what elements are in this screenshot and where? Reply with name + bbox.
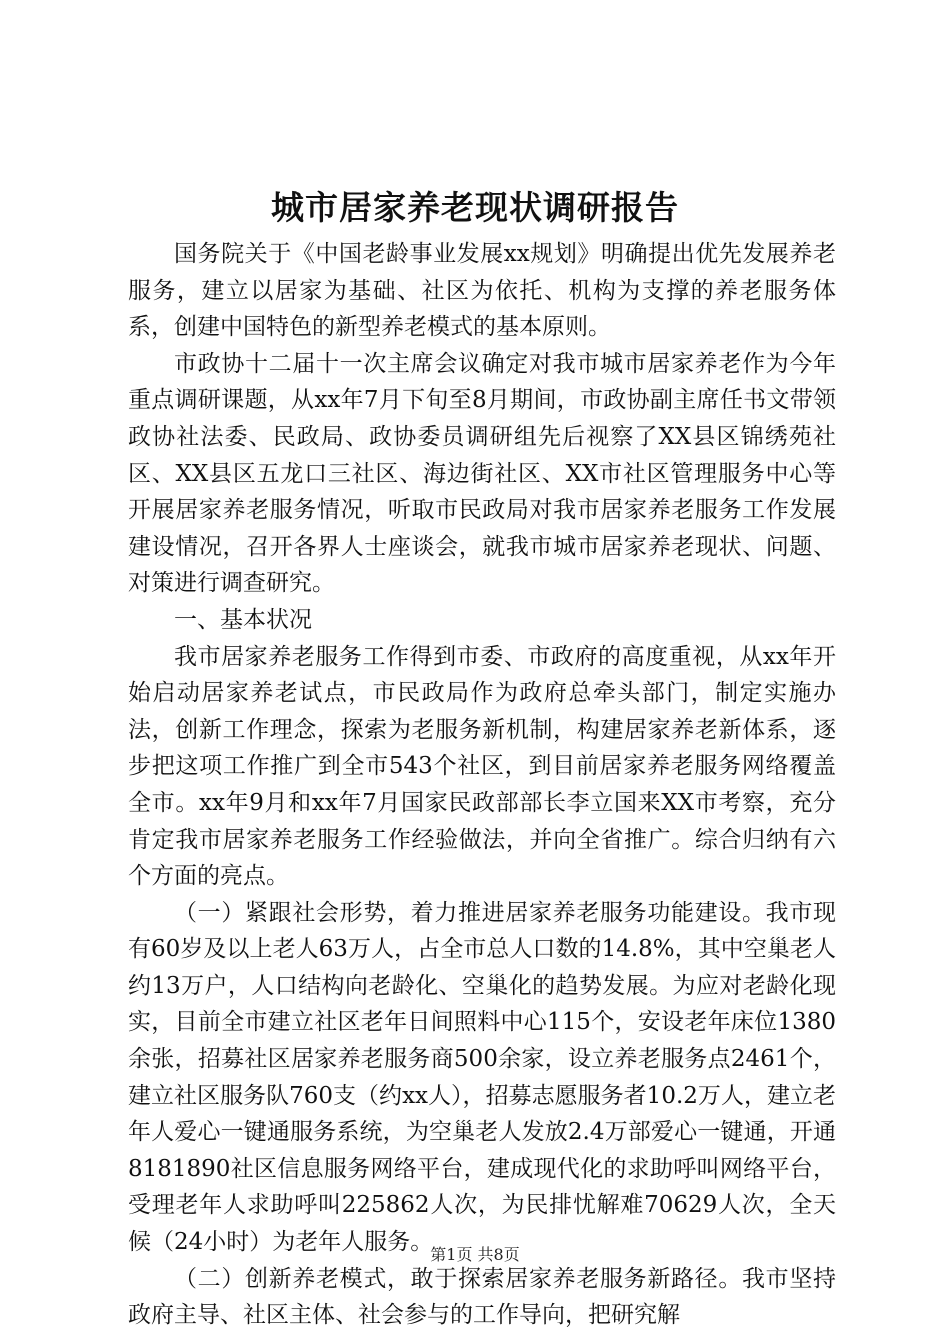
- paragraph-basic-status: 我市居家养老服务工作得到市委、市政府的高度重视，从xx年开始启动居家养老试点，市民政局作为政府总牵头部门，制定实施办法，创新工作理念，探索为老服务新机制，构建居家养老新体系，逐步把这项工作推广到全市543个社区，到目前居家养老服务网络覆盖全市。xx年9月和xx年7月国家民政部部长李立国来XX市考察，充分肯定我市居家养老服务工作经验做法，并向全省推广。综合归纳有六个方面的亮点。: [128, 643, 836, 890]
- page-footer: 第1页 共8页: [430, 1245, 520, 1264]
- paragraph-point-two: （二）创新养老模式，敢于探索居家养老服务新路径。我市坚持政府主导、社区主体、社会参与的工作导向，把研究解: [128, 1265, 836, 1329]
- paragraph-point-one: （一）紧跟社会形势，着力推进居家养老服务功能建设。我市现有60岁及以上老人63万人，占全市总人口数的14.8%，其中空巢老人约13万户，人口结构向老龄化、空巢化的趋势发展。为应对老龄化现实，目前全市建立社区老年日间照料中心115个，安设老年床位1380余张，招募社区居家养老服务商500余家，设立养老服务点2461个，建立社区服务队760支（约xx人），招募志愿服务者10.2万人，建立老年人爱心一键通服务系统，为空巢老人发放2.4万部爱心一键通，开通8181890社区信息服务网络平台，建成现代化的求助呼叫网络平台，受理老年人求助呼叫225862人次，为民排忧解难70629人次，全天候（24小时）为老年人服务。: [128, 899, 836, 1256]
- document-title: 城市居家养老现状调研报告: [271, 188, 679, 227]
- section-heading-basic-status: 一、基本状况: [174, 606, 312, 633]
- paragraph-research-overview: 市政协十二届十一次主席会议确定对我市城市居家养老作为今年重点调研课题，从xx年7月下旬至8月期间，市政协副主席任书文带领政协社法委、民政局、政协委员调研组先后视察了XX县区锦绣苑社区、XX县区五龙口三社区、海边街社区、XX市社区管理服务中心等开展居家养老服务情况，听取市民政局对我市居家养老服务工作发展建设情况，召开各界人士座谈会，就我市城市居家养老现状、问题、对策进行调查研究。: [128, 350, 836, 597]
- document-body: [128, 236, 836, 1334]
- paragraph-intro: 国务院关于《中国老龄事业发展xx规划》明确提出优先发展养老服务，建立以居家为基础、社区为依托、机构为支撑的养老服务体系，创建中国特色的新型养老模式的基本原则。: [128, 241, 836, 341]
